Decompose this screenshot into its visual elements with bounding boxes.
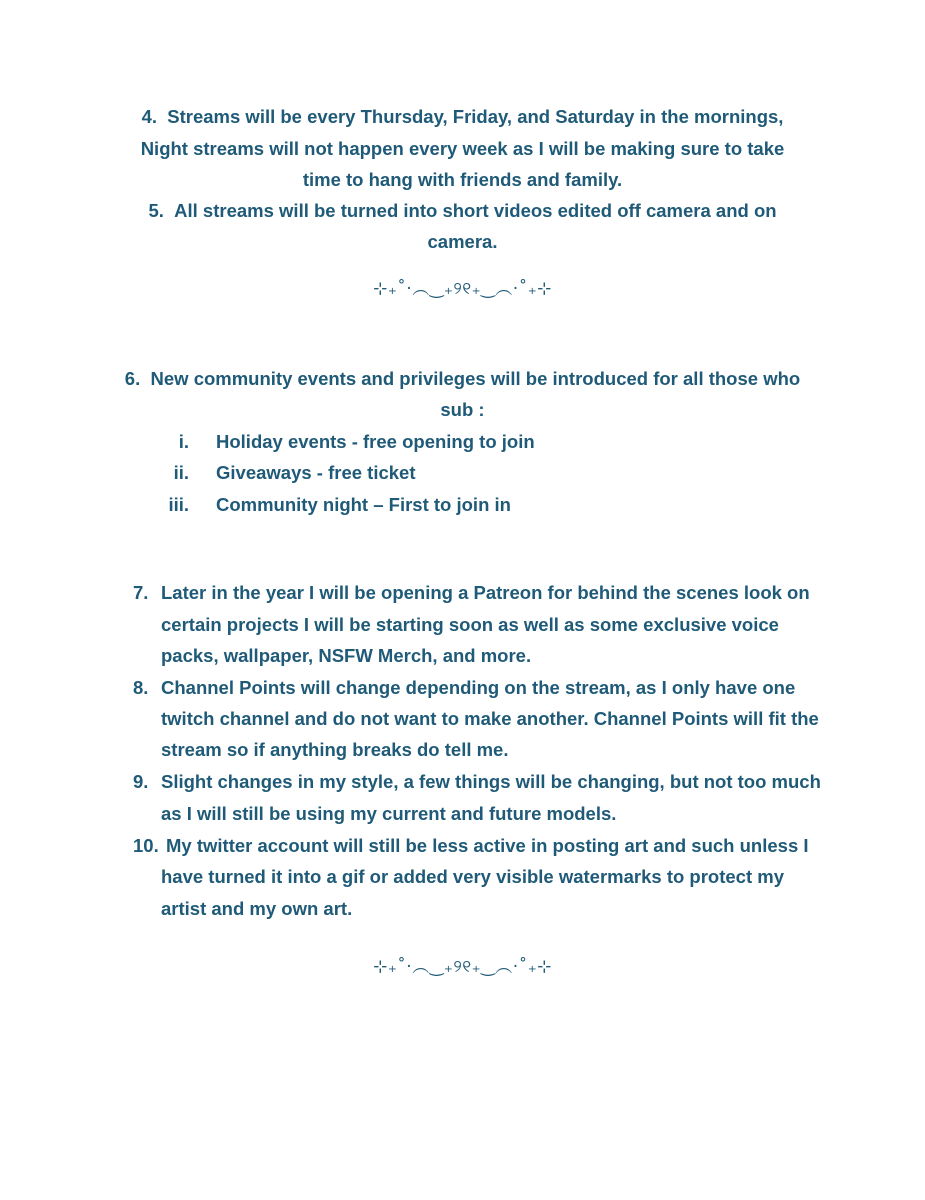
item-5-number: 5. bbox=[148, 200, 164, 221]
item-8-text-3: stream so if anything breaks do tell me. bbox=[161, 739, 509, 760]
decorative-divider-bottom: ⊹₊˚‧︵‿₊୨୧₊‿︵‧˚₊⊹ bbox=[373, 957, 552, 977]
item-9-number: 9. bbox=[133, 771, 149, 792]
item-10-text-3: artist and my own art. bbox=[161, 898, 353, 919]
sub-item-number: iii. bbox=[168, 494, 189, 515]
item-7-text-2: certain projects I will be starting soon as well as some exclusive voice bbox=[161, 614, 779, 635]
item-7-number: 7. bbox=[133, 582, 149, 603]
item-6-text-1: New community events and privileges will be introduced for all those who bbox=[150, 368, 801, 389]
item-9-text-2: as I will still be using my current and future models. bbox=[161, 803, 617, 824]
item-8-text-1: Channel Points will change depending on the stream, as I only have one bbox=[161, 677, 796, 698]
item-10-text-1: My twitter account will still be less active in posting art and such unless I bbox=[166, 835, 809, 856]
item-4-number: 4. bbox=[141, 106, 157, 127]
sub-item-text: Community night – First to join in bbox=[216, 494, 511, 515]
sub-item-text: Giveaways - free ticket bbox=[216, 462, 416, 483]
sub-item-number: ii. bbox=[173, 462, 189, 483]
decorative-divider-top: ⊹₊˚‧︵‿₊୨୧₊‿︵‧˚₊⊹ bbox=[373, 279, 552, 299]
item-5-text-1: All streams will be turned into short videos edited off camera and on bbox=[174, 200, 777, 221]
item-10-number: 10. bbox=[133, 835, 159, 856]
item-4-line-1 bbox=[0, 106, 925, 128]
item-4-text-3: time to hang with friends and family. bbox=[302, 169, 623, 190]
item-7-text-3: packs, wallpaper, NSFW Merch, and more. bbox=[161, 645, 532, 666]
item-8-text-2: twitch channel and do not want to make another. Channel Points will fit the bbox=[161, 708, 819, 729]
item-6-number: 6. bbox=[124, 368, 141, 389]
item-8-number: 8. bbox=[133, 677, 149, 698]
item-5-line-1 bbox=[0, 200, 925, 222]
sub-item-number: i. bbox=[178, 431, 189, 452]
item-6-text-2: sub : bbox=[440, 399, 485, 420]
item-4-text-2: Night streams will not happen every week as I will be making sure to take bbox=[140, 138, 785, 159]
item-6-line-1 bbox=[0, 368, 925, 390]
item-9-text-1: Slight changes in my style, a few things will be changing, but not too much bbox=[161, 771, 821, 792]
item-4-text-1: Streams will be every Thursday, Friday, and Saturday in the mornings, bbox=[167, 106, 784, 127]
sub-item-text: Holiday events - free opening to join bbox=[216, 431, 535, 452]
item-5-text-2: camera. bbox=[427, 231, 498, 252]
item-7-text-1: Later in the year I will be opening a Patreon for behind the scenes look on bbox=[161, 582, 810, 603]
item-10-text-2: have turned it into a gif or added very visible watermarks to protect my bbox=[161, 866, 785, 887]
